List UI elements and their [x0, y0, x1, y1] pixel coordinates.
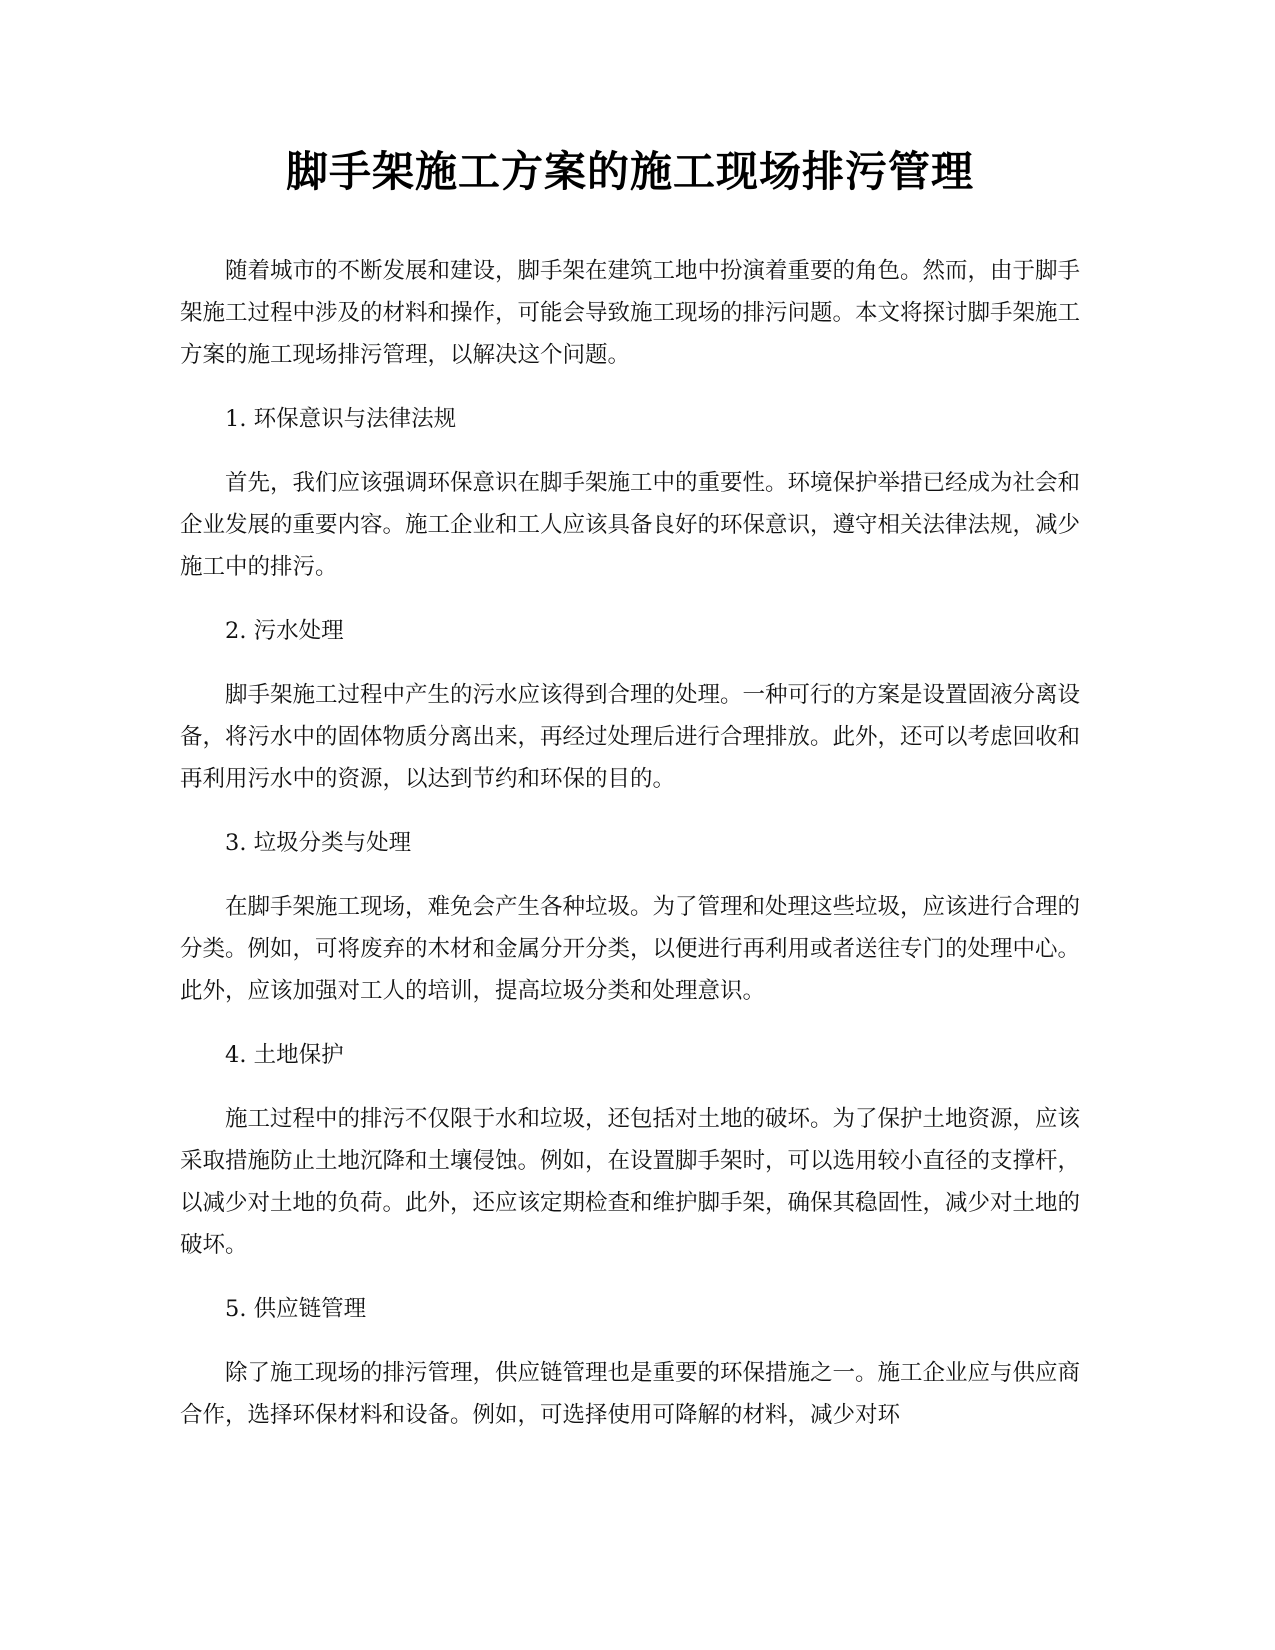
section-paragraph-4: 施工过程中的排污不仅限于水和垃圾，还包括对土地的破坏。为了保护土地资源，应该采取措施防止土地沉降和土壤侵蚀。例如，在设置脚手架时，可以选用较小直径的支撑杆，以减少对土地的负荷。此外，还应该定期检查和维护脚手架，确保其稳固性，减少对土地的破坏。 — [180, 1106, 1081, 1258]
section-heading-3: 3. 垃圾分类与处理 — [225, 830, 412, 856]
section-paragraph-2: 脚手架施工过程中产生的污水应该得到合理的处理。一种可行的方案是设置固液分离设备，将污水中的固体物质分离出来，再经过处理后进行合理排放。此外，还可以考虑回收和再利用污水中的资源，以达到节约和环保的目的。 — [180, 682, 1081, 792]
section-heading-5: 5. 供应链管理 — [225, 1296, 367, 1322]
section-heading-1: 1. 环保意识与法律法规 — [225, 406, 457, 432]
page-title: 脚手架施工方案的施工现场排污管理 — [285, 147, 974, 196]
section-paragraph-3: 在脚手架施工现场，难免会产生各种垃圾。为了管理和处理这些垃圾，应该进行合理的分类。例如，可将废弃的木材和金属分开分类，以便进行再利用或者送往专门的处理中心。此外，应该加强对工人的培训，提高垃圾分类和处理意识。 — [180, 894, 1081, 1004]
section-heading-2: 2. 污水处理 — [225, 618, 344, 644]
section-paragraph-5: 除了施工现场的排污管理，供应链管理也是重要的环保措施之一。施工企业应与供应商合作，选择环保材料和设备。例如，可选择使用可降解的材料，减少对环 — [180, 1360, 1081, 1428]
section-heading-4: 4. 土地保护 — [225, 1042, 344, 1068]
document-page — [180, 140, 1080, 1458]
section-paragraph-1: 首先，我们应该强调环保意识在脚手架施工中的重要性。环境保护举措已经成为社会和企业发展的重要内容。施工企业和工人应该具备良好的环保意识，遵守相关法律法规，减少施工中的排污。 — [180, 470, 1081, 580]
intro-paragraph: 随着城市的不断发展和建设，脚手架在建筑工地中扮演着重要的角色。然而，由于脚手架施工过程中涉及的材料和操作，可能会导致施工现场的排污问题。本文将探讨脚手架施工方案的施工现场排污管理，以解决这个问题。 — [180, 258, 1081, 368]
